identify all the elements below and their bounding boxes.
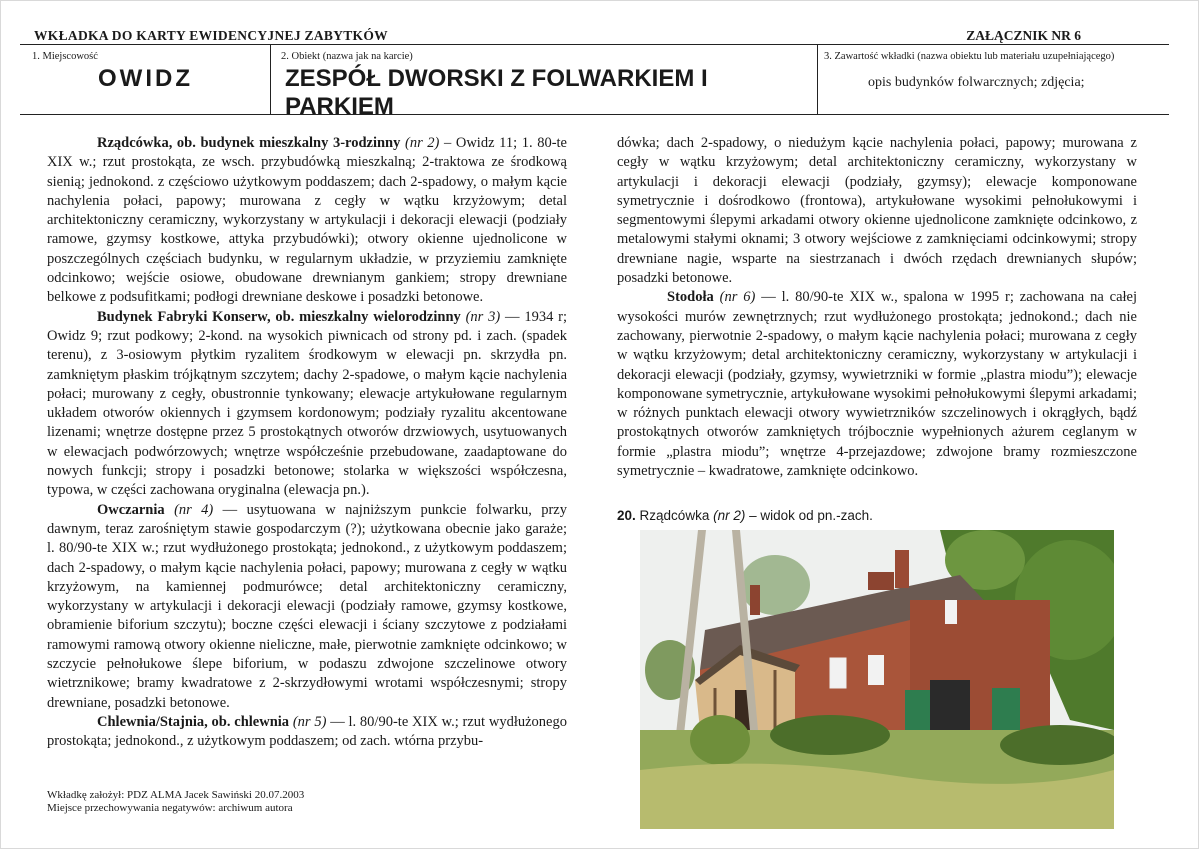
window-1 [830,658,846,688]
field-locality [20,44,270,115]
field-object-value: ZESPÓŁ DWORSKI Z FOLWARKIEM I PARKIEM [285,65,708,120]
figure-number: 20. [617,508,636,523]
paragraph-chlewnia: Chlewnia/Stajnia, ob. chlewnia (nr 5) — l. 80/90-te XIX w.; rzut wydłużonego prostokąta; jednokond., z użytkowym poddaszem; od zach. wtórna przybu- [47,713,567,750]
paragraph-rzadcowka: Rządcówka, ob. budynek mieszkalny 3-rodzinny (nr 2) – Owidz 11; 1. 80-te XIX w.; rzut prostokąta, ze wsch. przybudówką mieszkalną; 2-traktowa ze środkową sienią; jednokond. z częściowo użytkowym poddaszem; dach 2-spadowy, o małym kącie nachylenia połaci, papowy; murowana z cegły w wątku krzyżowym; detal architektoniczny ceramiczny, wykorzystany w artykulacji i dekoracji elewacji (podziały ramowe, gzymsy kostkowe, attyka przybudówki); otwory okienne ujednolicone w poszczególnych częściach budynku, w regularnym układzie, w przyziemiu zamknięte odcinkowo; wejście osiowe, obudowane drewnianym gankiem; stropy drewniane belkowe z podsufitkami; podłogi drewniane deskowe i posadzki betonowe. [47,135,567,306]
footer [47,789,304,815]
footer-author: Wkładkę założył: PDZ ALMA Jacek Sawiński 20.07.2003 [47,789,305,801]
field-object-label: 2. Obiekt (nazwa jak na karcie) [281,51,413,62]
paragraph-owczarnia: Owczarnia (nr 4) — usytuowana w najniższym punkcie folwarku, przy dawnym, teraz zarośniętym stawie gospodarczym (?); użytkowana obecnie jako garaże; l. 80/90-te XIX w.; rzut wydłużonego prostokąta; jednokond., z użytkowym poddaszem; dach 2-spadowy, o małym kącie nachylenia połaci, papowy; murowana z cegły w wątku krzyżowym, na kamiennej podmurówce; detal architektoniczny ceramiczny, wykorzystany w artykulacji i dekoracji elewacji (podziały ramowe, gzymsy kostkowe, obramienie biforium szczytu); boczne części elewacji i ściany szczytowe z podziałami ramowymi ramową otwory okienne nieliczne, małe, pierwotnie zamknięte odcinkowo; w szczycie pełnołukowe ślepe biforium, w podaszu zdwojone szczelinowe otwory wietrznikowe; bramy kwadratowe z 2-skrzydłowymi wrotami współczesnymi; stropy drewniane, posadzki betonowe. [47,501,567,711]
field-locality-value: OWIDZ [98,65,193,92]
paragraph-chlewnia-cont: dówka; dach 2-spadowy, o niedużym kącie nachylenia połaci, papowy; murowana z cegły w wątku krzyżowym; detal architektoniczny ceramiczny, wykorzystany w artykulacji i dekoracji elewacji (podziały, gzymsy); elewacje komponowane symetrycznie i dośrodkowo (frontowa), artykułowane wysokimi pełnołukowymi i segmentowymi ślepymi arkadami otwory okienne ujednolicone zamknięte odcinkowo, z metalowymi stałymi oknami; 3 otwory wejściowe z zamknięciami odcinkowymi; stropy drewniane nagie, wsparte na siestrzanach i dwóch rzędach drewnianych słupów; posadzki betonowe. [617,135,1137,287]
window-3 [945,600,957,624]
chimney-right [895,550,909,588]
field-object [270,44,818,120]
chimney-middle [868,572,894,590]
paragraph-fabryka-konserw: Budynek Fabryki Konserw, ob. mieszkalny wielorodzinny (nr 3) — 1934 r; Owidz 9; rzut podkowy; 2-kond. na wysokich piwnicach od strony pd. i zach. (spadek terenu), z 3-osiowym płytkim ryzalitem środkowym w elewacji pn. skrzydła pn. zamkniętym płaskim trójkątnym szczytem; dachy 2-spadowe, o małym kącie nachylenia połaci; murowany z cegły, obustronnie tynkowany; elewacje artykułowane regularnym układem otworów okiennych i gzymsem kordonowym; podziały ryzalitu akcentowane lizenami; wnętrze dostępne przez 5 prostokątnych otworów drzwiowych, usytuowanych w elewacjach podwórzowych; wnętrze współcześnie przebudowane, zaadaptowane do nowych funkcji; stropy i posadzki betonowe; stolarka w większości współczesna, typowa, w części zachowana oryginalna (elewacja pn.). [47,308,568,499]
paragraph-stodola: Stodoła (nr 6) — l. 80/90-te XIX w., spalona w 1995 r; zachowana na całej wysokości murów zewnętrznych; rzut wydłużonego prostokąta; jednokond.; dach nie zachowany, pierwotnie 2-spadowy, o małym kącie nachylenia połaci; murowana z cegły w wątku krzyżowym; detal architektoniczny ceramiczny, wykorzystany w artykulacji i dekoracji elewacji (podziały, gzymsy, wywietrzniki w formie „plastra miodu”); elewacje komponowane symetrycznie, artykułowane wysokimi pełnołukowymi ślepymi arkadami; w różnych punktach elewacji otwory wywietrzników szczelinowych i okrągłych, bądź prostokątnych otworów zamkniętych trójbocznie wypełnionych ażurem ceglanym w formie „plastra miodu”; wnętrze 4-przejazdowe; zdwojone bramy rozmieszczone symetrycznie – kwadratowe, zamknięte odcinkowo. [617,289,1137,480]
figure-ref: (nr 2) [713,508,746,523]
photo-illustration [640,530,1114,829]
figure-title: Rządcówka [639,508,710,523]
form-title: WKŁADKA DO KARTY EWIDENCYJNEJ ZABYTKÓW [34,28,388,43]
field-contents [816,44,1169,115]
footer-negatives: Miejsce przechowywania negatywów: archiwum autora [47,802,293,814]
bushes [770,715,890,755]
figure-desc: – widok od pn.-zach. [745,508,873,523]
field-contents-label: 3. Zawartość wkładki (nazwa obiektu lub materiału uzupełniającego) [824,51,1115,62]
attachment-number: ZAŁĄCZNIK NR 6 [966,28,1081,43]
chimney-left [750,585,760,615]
window-2 [868,655,884,685]
field-locality-label: 1. Miejscowość [32,51,98,62]
figure-caption [617,508,873,523]
left-column [47,134,567,752]
right-column [617,134,1137,481]
field-contents-value: opis budynków folwarcznych; zdjęcia; [868,75,1085,90]
photo-rzadcowka [640,530,1114,829]
